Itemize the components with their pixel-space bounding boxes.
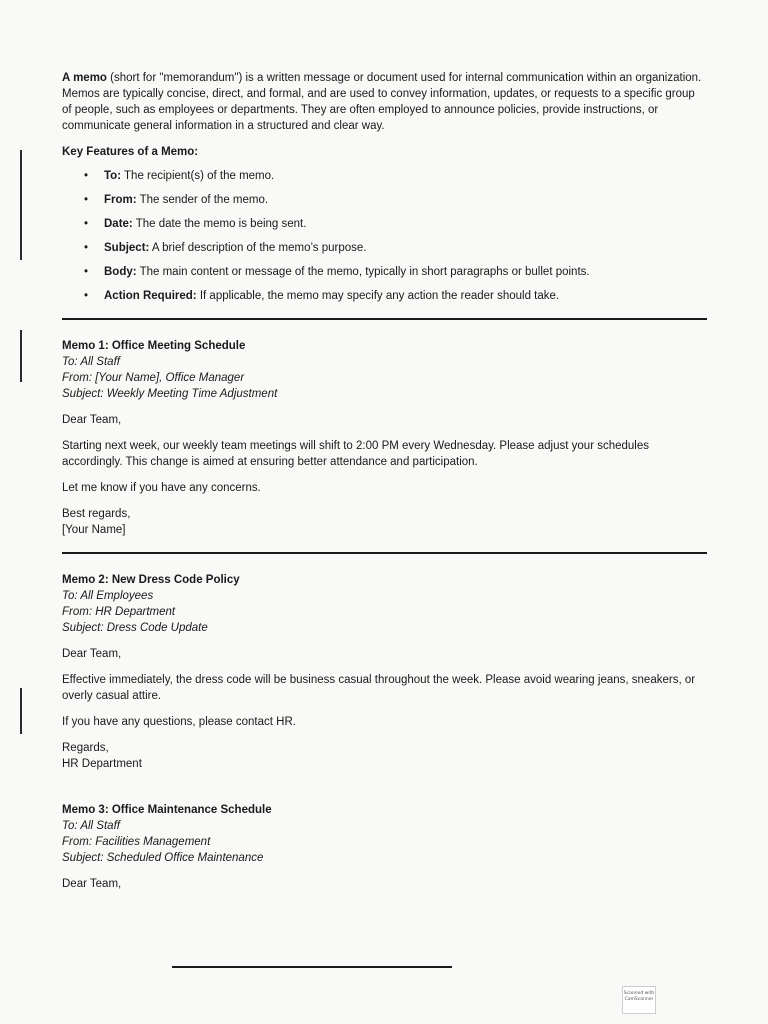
- memo-2-greeting: Dear Team,: [62, 648, 122, 660]
- memo-2-body: Effective immediately, the dress code will be business casual throughout the week. Please avoid wearing jeans, sneakers, or overly casual attire.: [62, 674, 696, 702]
- feature-label: To:: [104, 170, 122, 182]
- memo-1-signature: [Your Name]: [62, 524, 126, 536]
- memo-1-title: Memo 1: Office Meeting Schedule: [62, 340, 246, 352]
- feature-text: If applicable, the memo may specify any action the reader should take.: [196, 290, 560, 302]
- memo-3-from: From: Facilities Management: [62, 836, 211, 848]
- list-item: [62, 240, 707, 256]
- feature-label: Action Required:: [104, 290, 197, 302]
- intro-memo-label: A memo: [62, 72, 107, 84]
- memo-2-signature: HR Department: [62, 758, 142, 770]
- scanner-watermark: [622, 986, 656, 1014]
- memo-3-greeting: Dear Team,: [62, 878, 122, 890]
- list-item: [62, 264, 707, 280]
- memo-3-subject: Subject: Scheduled Office Maintenance: [62, 852, 264, 864]
- section-divider: [62, 552, 707, 554]
- feature-label: Body:: [104, 266, 137, 278]
- list-item: [62, 192, 707, 208]
- memo-1-greeting: Dear Team,: [62, 414, 122, 426]
- list-item: [62, 216, 707, 232]
- memo-1-subject: Subject: Weekly Meeting Time Adjustment: [62, 388, 278, 400]
- feature-text: The main content or message of the memo, typically in short paragraphs or bullet points.: [136, 266, 590, 278]
- features-heading: Key Features of a Memo:: [62, 146, 199, 158]
- memo-2-from: From: HR Department: [62, 606, 176, 618]
- memo-1: [62, 338, 707, 538]
- memo-3-to: To: All Staff: [62, 820, 120, 832]
- feature-text: The date the memo is being sent.: [132, 218, 307, 230]
- feature-text: The recipient(s) of the memo.: [121, 170, 275, 182]
- section-divider: [62, 318, 707, 320]
- document-page: [62, 70, 707, 906]
- scanner-watermark-line1: Scanned with: [623, 991, 655, 996]
- scan-edge-mark: [20, 330, 22, 382]
- scan-edge-mark: [20, 688, 22, 734]
- features-list: [62, 168, 707, 304]
- memo-1-closing: Best regards,: [62, 508, 131, 520]
- memo-1-to: To: All Staff: [62, 356, 120, 368]
- memo-2-to: To: All Employees: [62, 590, 154, 602]
- scanner-watermark-line2: CamScanner: [624, 997, 654, 1002]
- page-bottom-rule: [172, 966, 452, 968]
- feature-label: Subject:: [104, 242, 150, 254]
- memo-2-body-followup: If you have any questions, please contact HR.: [62, 716, 296, 728]
- memo-2-subject: Subject: Dress Code Update: [62, 622, 208, 634]
- memo-1-body: Starting next week, our weekly team meetings will shift to 2:00 PM every Wednesday. Please adjust your schedules accordingly. This change is aimed at ensuring better attendance and participation.: [62, 440, 649, 468]
- intro-text: (short for "memorandum") is a written message or document used for internal communication within an organization. Memos are typically concise, direct, and formal, and are used to convey information, updates, or requests to a specific group of people, such as employees or departments. They are often employed to announce policies, provide instructions, or communicate general information in a structured and clear way.: [62, 72, 702, 132]
- memo-3: [62, 802, 707, 892]
- scan-edge-mark: [20, 150, 22, 260]
- memo-2-title: Memo 2: New Dress Code Policy: [62, 574, 240, 586]
- memo-1-body-followup: Let me know if you have any concerns.: [62, 482, 261, 494]
- feature-text: The sender of the memo.: [136, 194, 269, 206]
- feature-text: A brief description of the memo’s purpose.: [149, 242, 367, 254]
- memo-2-closing: Regards,: [62, 742, 109, 754]
- feature-label: Date:: [104, 218, 133, 230]
- list-item: [62, 288, 707, 304]
- memo-3-title: Memo 3: Office Maintenance Schedule: [62, 804, 272, 816]
- memo-2: [62, 572, 707, 772]
- feature-label: From:: [104, 194, 137, 206]
- memo-1-from: From: [Your Name], Office Manager: [62, 372, 245, 384]
- intro-paragraph: [62, 70, 707, 134]
- list-item: [62, 168, 707, 184]
